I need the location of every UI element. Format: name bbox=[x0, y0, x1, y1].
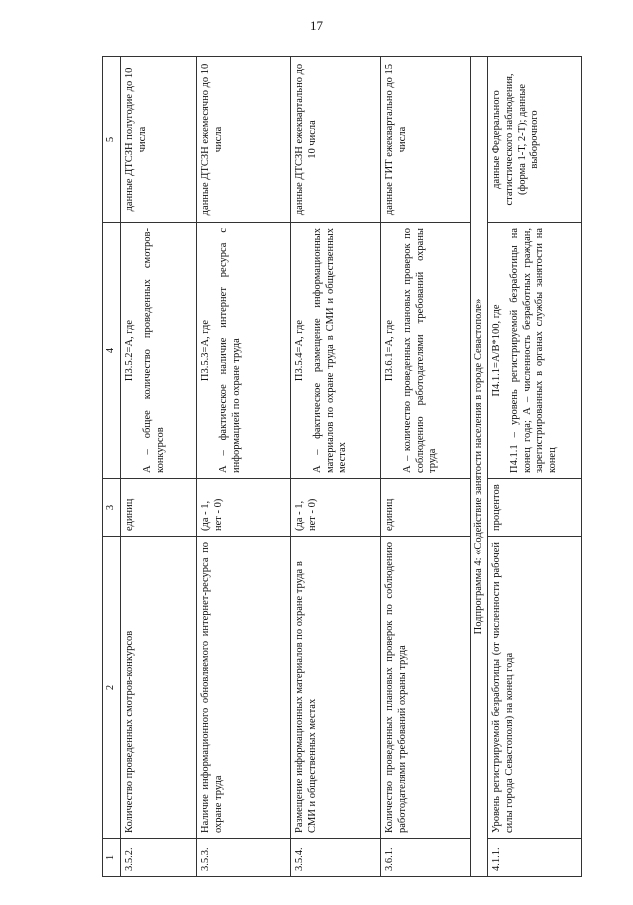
row-code: 3.5.3. bbox=[197, 839, 291, 877]
row-name: Наличие информационного обновляемого интернет-ресурса по охране труда bbox=[197, 537, 291, 839]
table-row bbox=[291, 57, 381, 877]
row-desc: А – фактическое размещение информационных материалов по охране труда в СМИ и общественных местах bbox=[311, 228, 349, 473]
header-cell-4: 4 bbox=[103, 223, 121, 479]
row-desc: П4.1.1 – уровень регистрируемой безработицы на конец года; А – численность безработных граждан, зарегистрированных в органах службы занятости на конец bbox=[508, 228, 559, 473]
row-name: Уровень регистрируемой безработицы (от численности рабочей силы города Севастополя) на конец года bbox=[488, 537, 582, 839]
row-unit: единиц bbox=[121, 479, 197, 537]
header-cell-1: 1 bbox=[103, 839, 121, 877]
row-method bbox=[121, 223, 197, 479]
header-row bbox=[103, 57, 121, 877]
row-name: Количество проведенных смотров-конкурсов bbox=[121, 537, 197, 839]
header-cell-5: 5 bbox=[103, 57, 121, 223]
row-code: 3.6.1. bbox=[381, 839, 471, 877]
row-code: 3.5.2. bbox=[121, 839, 197, 877]
row-formula: П4.1.1=А/В*100, где bbox=[491, 304, 502, 397]
row-method bbox=[197, 223, 291, 479]
table-row bbox=[488, 57, 582, 877]
row-desc: А – фактическое наличие интернет ресурса с информацией по охране труда bbox=[217, 228, 242, 473]
subprogram-title: Подпрограмма 4: «Содействие занятости населения в городе Севастополе» bbox=[471, 57, 488, 877]
table-row bbox=[197, 57, 291, 877]
header-cell-2: 2 bbox=[103, 537, 121, 839]
subprogram-row bbox=[471, 57, 488, 877]
row-name: Размещение информационных материалов по охране труда в СМИ и общественных местах bbox=[291, 537, 381, 839]
row-unit: процентов bbox=[488, 479, 582, 537]
row-name: Количество проведенных плановых проверок по соблюдению работодателями требований охраны труда bbox=[381, 537, 471, 839]
header-cell-3: 3 bbox=[103, 479, 121, 537]
row-source: данные ДТСЗН ежемесячно до 10 числа bbox=[197, 57, 291, 223]
row-desc: А – количество проведенных плановых проверок по соблюдению работодателями требований охраны труда bbox=[401, 228, 439, 473]
row-source: данные ДТСЗН полугодие до 10 числа bbox=[121, 57, 197, 223]
rotated-table-wrapper bbox=[102, 57, 582, 877]
row-unit: (да - 1, нет - 0) bbox=[197, 479, 291, 537]
page-number: 17 bbox=[310, 18, 323, 33]
table-row bbox=[121, 57, 197, 877]
indicators-table bbox=[102, 56, 582, 877]
row-code: 3.5.4. bbox=[291, 839, 381, 877]
row-method bbox=[291, 223, 381, 479]
row-method bbox=[488, 223, 582, 479]
row-formula: П3.6.1=А, где bbox=[384, 319, 395, 382]
row-code: 4.1.1. bbox=[488, 839, 582, 877]
row-unit: единиц bbox=[381, 479, 471, 537]
row-formula: П3.5.4=А, где bbox=[294, 319, 305, 382]
row-unit: (да - 1, нет - 0) bbox=[291, 479, 381, 537]
row-formula: П3.5.2=А, где bbox=[124, 319, 135, 382]
row-method bbox=[381, 223, 471, 479]
table-row bbox=[381, 57, 471, 877]
row-desc: А – общее количество проведенных смотров-конкурсов bbox=[141, 228, 166, 473]
row-source: данные ДТСЗН ежеквартально до 10 числа bbox=[291, 57, 381, 223]
row-formula: П3.5.3=А, где bbox=[200, 319, 211, 382]
table-holder bbox=[102, 57, 582, 877]
row-source: данные ГИТ ежеквартально до 15 числа bbox=[381, 57, 471, 223]
row-source: данные Федерального статистического наблюдения, (форма 1-Т, 2-Т); данные выборочного bbox=[488, 57, 582, 223]
